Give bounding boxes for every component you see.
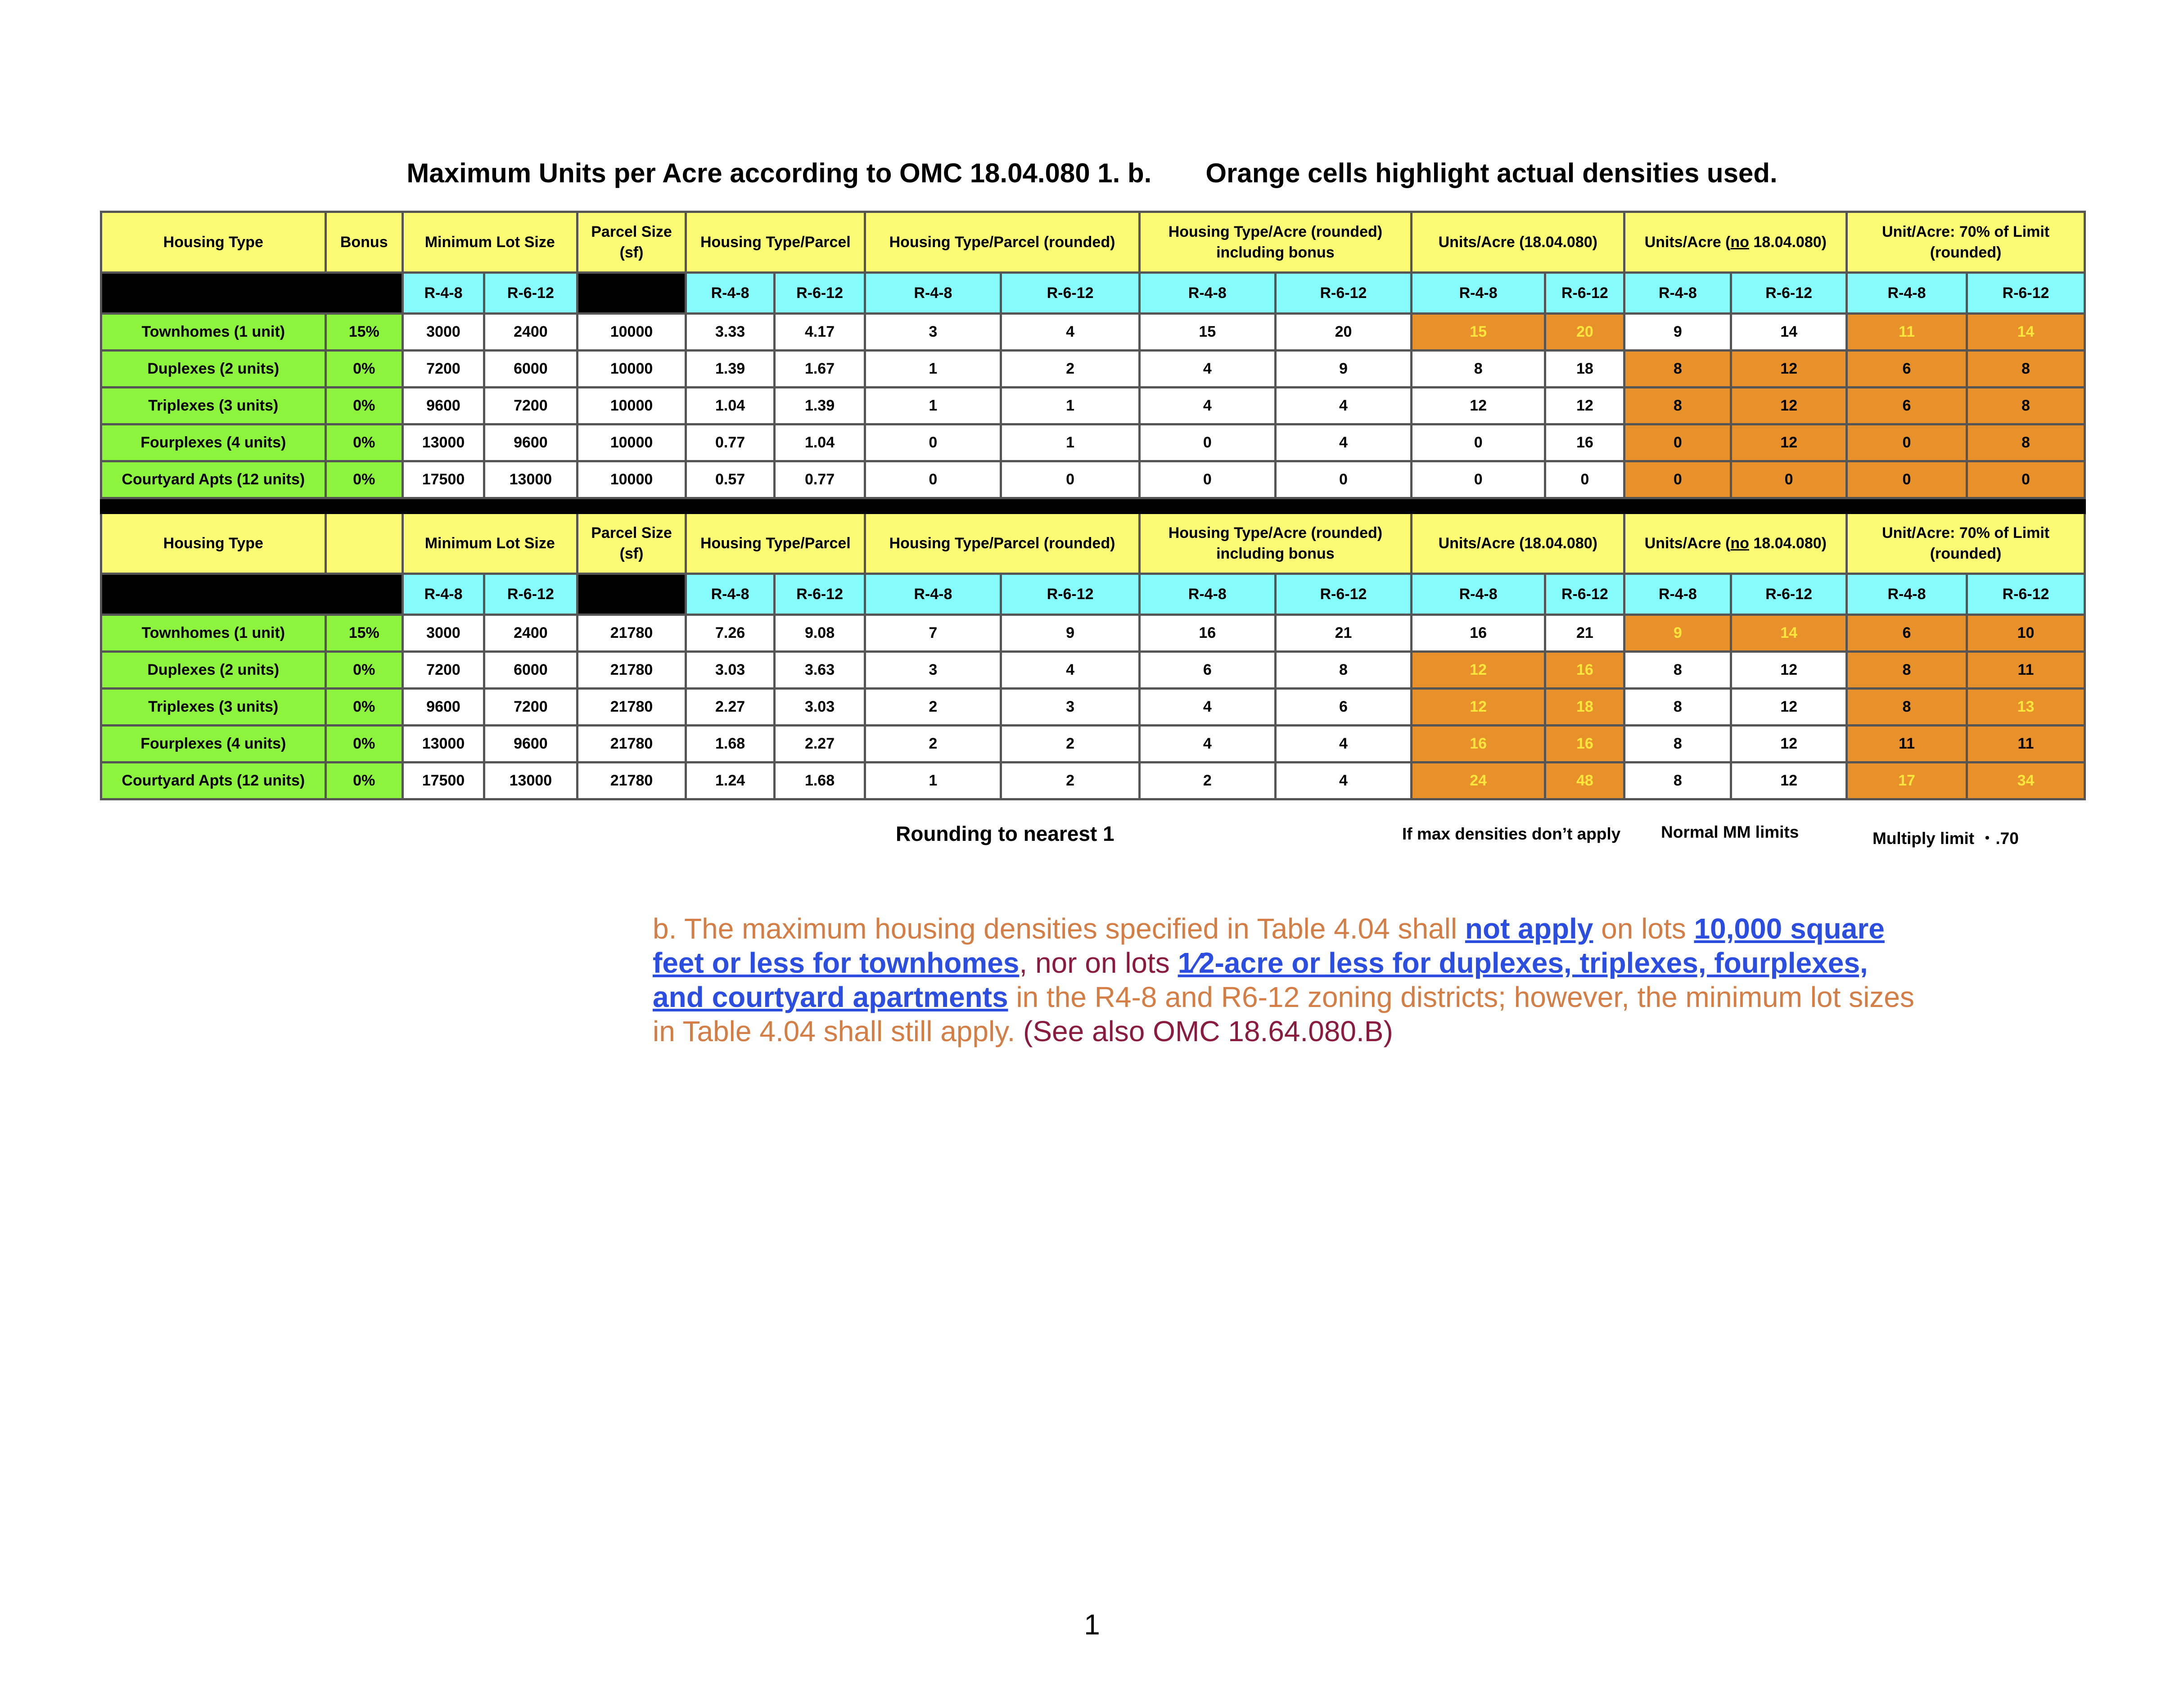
- un-cell: 0: [1624, 424, 1731, 461]
- tar-cell: 4: [1275, 424, 1411, 461]
- zone-r612: R-6-12: [484, 574, 577, 615]
- tar-cell: 16: [1139, 615, 1275, 652]
- un-cell: 12: [1731, 652, 1847, 689]
- ua-cell: 21: [1545, 615, 1624, 652]
- tpr-cell: 4: [1001, 652, 1139, 689]
- table-row: [101, 652, 2085, 689]
- housing-type-cell: Townhomes (1 unit): [101, 314, 326, 351]
- table-row: [101, 615, 2085, 652]
- ua-cell: 16: [1412, 615, 1545, 652]
- separator-cell: [1624, 498, 1731, 513]
- zone-r612: R-6-12: [1967, 574, 2085, 615]
- table-row: [101, 763, 2085, 799]
- tpr-cell: 9: [1001, 615, 1139, 652]
- header-type-parcel: Housing Type/Parcel: [686, 212, 865, 273]
- header-type-parcel: Housing Type/Parcel: [686, 513, 865, 574]
- para-link-half-acre: 1⁄2-acre or less for duplexes, triplexes, fourplexes, and courtyard apartments: [653, 947, 1868, 1013]
- bonus-cell: 15%: [325, 615, 402, 652]
- zone-r612: R-6-12: [774, 574, 865, 615]
- separator-cell: [1139, 498, 1275, 513]
- tp-cell: 3.63: [774, 652, 865, 689]
- header-units-acre-no-pre: Units/Acre (: [1644, 535, 1731, 552]
- tp-cell: 0.77: [774, 461, 865, 498]
- un-cell: 9: [1624, 615, 1731, 652]
- housing-type-cell: Fourplexes (4 units): [101, 424, 326, 461]
- lot-cell: 2400: [484, 615, 577, 652]
- parcel-cell: 10000: [577, 351, 686, 388]
- lot-cell: 9600: [484, 424, 577, 461]
- ua-cell: 16: [1545, 726, 1624, 763]
- parcel-cell: 21780: [577, 652, 686, 689]
- ua-cell: 0: [1545, 461, 1624, 498]
- housing-type-cell: Fourplexes (4 units): [101, 726, 326, 763]
- lot-cell: 6000: [484, 351, 577, 388]
- tar-cell: 4: [1139, 726, 1275, 763]
- tpr-cell: 3: [1001, 689, 1139, 726]
- tp-cell: 9.08: [774, 615, 865, 652]
- zone-r48: R-4-8: [1624, 273, 1731, 314]
- un-cell: 12: [1731, 388, 1847, 424]
- tpr-cell: 1: [1001, 424, 1139, 461]
- u70-cell: 0: [1847, 461, 1967, 498]
- ua-cell: 48: [1545, 763, 1624, 799]
- ua-cell: 18: [1545, 689, 1624, 726]
- separator-cell: [1967, 498, 2085, 513]
- title-left: Maximum Units per Acre according to OMC 18.04.080 1. b.: [406, 158, 1152, 188]
- un-cell: 12: [1731, 424, 1847, 461]
- header-units-acre-no-post: 18.04.080): [1749, 535, 1827, 552]
- tpr-cell: 3: [865, 314, 1001, 351]
- u70-cell: 8: [1847, 652, 1967, 689]
- tp-cell: 3.03: [686, 652, 774, 689]
- lot-cell: 17500: [402, 461, 484, 498]
- tp-cell: 3.33: [686, 314, 774, 351]
- header-parcel-size: Parcel Size (sf): [577, 513, 686, 574]
- u70-cell: 14: [1967, 314, 2085, 351]
- header-bonus: [325, 513, 402, 574]
- ua-cell: 12: [1412, 689, 1545, 726]
- u70-cell: 0: [1847, 424, 1967, 461]
- un-cell: 12: [1731, 726, 1847, 763]
- un-cell: 8: [1624, 351, 1731, 388]
- tpr-cell: 0: [1001, 461, 1139, 498]
- u70-cell: 8: [1967, 388, 2085, 424]
- tpr-cell: 1: [865, 351, 1001, 388]
- table-row: [101, 388, 2085, 424]
- header-units-acre-no: [1624, 212, 1847, 273]
- tpr-cell: 2: [1001, 351, 1139, 388]
- tar-cell: 6: [1139, 652, 1275, 689]
- tar-cell: 4: [1275, 763, 1411, 799]
- un-cell: 14: [1731, 615, 1847, 652]
- blank-cell: [577, 574, 686, 615]
- tpr-cell: 1: [1001, 388, 1139, 424]
- separator-cell: [774, 498, 865, 513]
- zone-r48: R-4-8: [1847, 574, 1967, 615]
- zone-r48: R-4-8: [1624, 574, 1731, 615]
- tpr-cell: 2: [1001, 726, 1139, 763]
- tar-cell: 8: [1275, 652, 1411, 689]
- lot-cell: 7200: [484, 388, 577, 424]
- lot-cell: 9600: [402, 388, 484, 424]
- u70-cell: 6: [1847, 388, 1967, 424]
- header-units-acre-no-pre: Units/Acre (: [1644, 234, 1731, 251]
- zone-r48: R-4-8: [1412, 273, 1545, 314]
- tar-cell: 0: [1139, 424, 1275, 461]
- un-cell: 9: [1624, 314, 1731, 351]
- u70-cell: 11: [1847, 726, 1967, 763]
- zone-r48: R-4-8: [1139, 574, 1275, 615]
- page-number: 1: [1084, 1608, 1100, 1641]
- tp-cell: 3.03: [774, 689, 865, 726]
- lot-cell: 9600: [484, 726, 577, 763]
- tar-cell: 2: [1139, 763, 1275, 799]
- lot-cell: 6000: [484, 652, 577, 689]
- zone-r612: R-6-12: [1275, 273, 1411, 314]
- housing-type-cell: Townhomes (1 unit): [101, 615, 326, 652]
- lot-cell: 7200: [484, 689, 577, 726]
- header-type-parcel-rounded: Housing Type/Parcel (rounded): [865, 513, 1139, 574]
- u70-cell: 11: [1967, 652, 2085, 689]
- table-row: [101, 424, 2085, 461]
- para-see-also: (See also OMC 18.64.080.B): [1023, 1015, 1393, 1047]
- table-row: [101, 314, 2085, 351]
- bonus-cell: 15%: [325, 314, 402, 351]
- zone-r612: R-6-12: [1001, 574, 1139, 615]
- u70-cell: 6: [1847, 615, 1967, 652]
- header-units-acre-no-word: no: [1730, 234, 1749, 251]
- table-header-row: [101, 212, 2085, 273]
- lot-cell: 13000: [402, 424, 484, 461]
- tp-cell: 1.39: [774, 388, 865, 424]
- tpr-cell: 4: [1001, 314, 1139, 351]
- un-cell: 0: [1624, 461, 1731, 498]
- header-type-acre-rounded: Housing Type/Acre (rounded) including bonus: [1139, 513, 1411, 574]
- bonus-cell: 0%: [325, 388, 402, 424]
- parcel-cell: 21780: [577, 763, 686, 799]
- ua-cell: 15: [1412, 314, 1545, 351]
- u70-cell: 34: [1967, 763, 2085, 799]
- tar-cell: 9: [1275, 351, 1411, 388]
- blank-cell: [101, 574, 403, 615]
- un-cell: 12: [1731, 689, 1847, 726]
- separator-cell: [1847, 498, 1967, 513]
- lot-cell: 7200: [402, 652, 484, 689]
- rounding-note: Rounding to nearest 1: [896, 822, 1115, 845]
- zone-r48: R-4-8: [865, 574, 1001, 615]
- tar-cell: 4: [1139, 388, 1275, 424]
- separator-cell: [686, 498, 774, 513]
- header-units-acre: Units/Acre (18.04.080): [1412, 212, 1624, 273]
- lot-cell: 9600: [402, 689, 484, 726]
- header-min-lot: Minimum Lot Size: [402, 212, 577, 273]
- zone-r612: R-6-12: [1545, 273, 1624, 314]
- tp-cell: 0.77: [686, 424, 774, 461]
- separator-row: [101, 498, 2085, 513]
- header-units-acre-no: [1624, 513, 1847, 574]
- parcel-cell: 21780: [577, 726, 686, 763]
- zone-r612: R-6-12: [484, 273, 577, 314]
- page-title: [0, 158, 2184, 189]
- housing-type-cell: Triplexes (3 units): [101, 388, 326, 424]
- separator-cell: [1001, 498, 1139, 513]
- tpr-cell: 1: [865, 388, 1001, 424]
- tp-cell: 2.27: [686, 689, 774, 726]
- ordinance-paragraph: [653, 912, 1922, 1048]
- u70-cell: 0: [1967, 461, 2085, 498]
- zone-r48: R-4-8: [402, 574, 484, 615]
- ua-cell: 12: [1412, 652, 1545, 689]
- zone-r48: R-4-8: [1847, 273, 1967, 314]
- parcel-cell: 10000: [577, 424, 686, 461]
- table-row: [101, 461, 2085, 498]
- lot-cell: 13000: [484, 763, 577, 799]
- separator-cell: [577, 498, 686, 513]
- table-row: [101, 351, 2085, 388]
- tar-cell: 6: [1275, 689, 1411, 726]
- ua-cell: 0: [1412, 461, 1545, 498]
- un-cell: 12: [1731, 763, 1847, 799]
- lot-cell: 2400: [484, 314, 577, 351]
- bonus-cell: 0%: [325, 763, 402, 799]
- density-table: [100, 211, 2086, 800]
- tpr-cell: 2: [1001, 763, 1139, 799]
- tpr-cell: 7: [865, 615, 1001, 652]
- separator-cell: [1731, 498, 1847, 513]
- tpr-cell: 2: [865, 689, 1001, 726]
- u70-cell: 8: [1967, 424, 2085, 461]
- normal-mm-note: Normal MM limits: [1661, 823, 1799, 841]
- ua-cell: 24: [1412, 763, 1545, 799]
- tpr-cell: 0: [865, 424, 1001, 461]
- zone-r48: R-4-8: [1412, 574, 1545, 615]
- tp-cell: 0.57: [686, 461, 774, 498]
- u70-cell: 10: [1967, 615, 2085, 652]
- header-unit-acre-70: Unit/Acre: 70% of Limit (rounded): [1847, 212, 2085, 273]
- tar-cell: 20: [1275, 314, 1411, 351]
- tp-cell: 7.26: [686, 615, 774, 652]
- lot-cell: 3000: [402, 615, 484, 652]
- parcel-cell: 21780: [577, 615, 686, 652]
- zone-r48: R-4-8: [402, 273, 484, 314]
- u70-cell: 11: [1847, 314, 1967, 351]
- ua-cell: 16: [1545, 652, 1624, 689]
- para-text-4: in the R4-8 and R6-12 zoning districts; however, the minimum lot sizes in Table 4.04 shall still apply.: [653, 981, 1914, 1047]
- un-cell: 8: [1624, 652, 1731, 689]
- para-text-2: on lots: [1593, 912, 1694, 945]
- tar-cell: 0: [1139, 461, 1275, 498]
- housing-type-cell: Triplexes (3 units): [101, 689, 326, 726]
- parcel-cell: 10000: [577, 388, 686, 424]
- tpr-cell: 0: [865, 461, 1001, 498]
- un-cell: 8: [1624, 763, 1731, 799]
- separator-cell: [1545, 498, 1624, 513]
- tar-cell: 4: [1275, 388, 1411, 424]
- ua-cell: 18: [1545, 351, 1624, 388]
- un-cell: 12: [1731, 351, 1847, 388]
- tar-cell: 21: [1275, 615, 1411, 652]
- tp-cell: 1.24: [686, 763, 774, 799]
- housing-type-cell: Duplexes (2 units): [101, 351, 326, 388]
- para-text-3: , nor on lots: [1019, 947, 1178, 979]
- un-cell: 8: [1624, 726, 1731, 763]
- ua-cell: 8: [1412, 351, 1545, 388]
- separator-cell: [325, 498, 402, 513]
- u70-cell: 13: [1967, 689, 2085, 726]
- header-type-acre-rounded: Housing Type/Acre (rounded) including bonus: [1139, 212, 1411, 273]
- zone-r48: R-4-8: [686, 574, 774, 615]
- separator-cell: [484, 498, 577, 513]
- tp-cell: 4.17: [774, 314, 865, 351]
- zone-r612: R-6-12: [774, 273, 865, 314]
- header-housing-type: Housing Type: [101, 212, 326, 273]
- tar-cell: 4: [1139, 351, 1275, 388]
- tp-cell: 1.68: [686, 726, 774, 763]
- blank-cell: [577, 273, 686, 314]
- tp-cell: 1.67: [774, 351, 865, 388]
- zone-r612: R-6-12: [1001, 273, 1139, 314]
- header-min-lot: Minimum Lot Size: [402, 513, 577, 574]
- ua-cell: 0: [1412, 424, 1545, 461]
- ua-cell: 20: [1545, 314, 1624, 351]
- table-row: [101, 726, 2085, 763]
- para-link-not-apply: not apply: [1465, 912, 1593, 945]
- ua-cell: 16: [1412, 726, 1545, 763]
- housing-type-cell: Courtyard Apts (12 units): [101, 763, 326, 799]
- ua-cell: 12: [1412, 388, 1545, 424]
- zone-r612: R-6-12: [1731, 574, 1847, 615]
- un-cell: 14: [1731, 314, 1847, 351]
- zone-subheader-row: [101, 574, 2085, 615]
- tar-cell: 0: [1275, 461, 1411, 498]
- un-cell: 8: [1624, 689, 1731, 726]
- tp-cell: 1.68: [774, 763, 865, 799]
- parcel-cell: 10000: [577, 461, 686, 498]
- parcel-cell: 10000: [577, 314, 686, 351]
- table-row: [101, 689, 2085, 726]
- header-unit-acre-70: Unit/Acre: 70% of Limit (rounded): [1847, 513, 2085, 574]
- tpr-cell: 1: [865, 763, 1001, 799]
- tpr-cell: 3: [865, 652, 1001, 689]
- u70-cell: 6: [1847, 351, 1967, 388]
- header-housing-type: Housing Type: [101, 513, 326, 574]
- ua-cell: 12: [1545, 388, 1624, 424]
- title-right: Orange cells highlight actual densities used.: [1205, 158, 1778, 188]
- tar-cell: 4: [1275, 726, 1411, 763]
- bonus-cell: 0%: [325, 726, 402, 763]
- tpr-cell: 2: [865, 726, 1001, 763]
- zone-subheader-row: [101, 273, 2085, 314]
- tar-cell: 15: [1139, 314, 1275, 351]
- tp-cell: 1.39: [686, 351, 774, 388]
- bonus-cell: 0%: [325, 351, 402, 388]
- para-text-1: b. The maximum housing densities specified in Table 4.04 shall: [653, 912, 1465, 945]
- un-cell: 0: [1731, 461, 1847, 498]
- zone-r48: R-4-8: [686, 273, 774, 314]
- header-units-acre-no-post: 18.04.080): [1749, 234, 1827, 251]
- blank-cell: [101, 273, 403, 314]
- ua-cell: 16: [1545, 424, 1624, 461]
- table-header-row: [101, 513, 2085, 574]
- bonus-cell: 0%: [325, 461, 402, 498]
- header-bonus: Bonus: [325, 212, 402, 273]
- housing-type-cell: Duplexes (2 units): [101, 652, 326, 689]
- zone-r48: R-4-8: [1139, 273, 1275, 314]
- u70-cell: 8: [1967, 351, 2085, 388]
- separator-cell: [101, 498, 326, 513]
- u70-cell: 8: [1847, 689, 1967, 726]
- bonus-cell: 0%: [325, 689, 402, 726]
- tar-cell: 4: [1139, 689, 1275, 726]
- lot-cell: 3000: [402, 314, 484, 351]
- u70-cell: 17: [1847, 763, 1967, 799]
- if-max-note: If max densities don’t apply: [1402, 825, 1621, 843]
- tp-cell: 1.04: [686, 388, 774, 424]
- housing-type-cell: Courtyard Apts (12 units): [101, 461, 326, 498]
- u70-cell: 11: [1967, 726, 2085, 763]
- zone-r612: R-6-12: [1275, 574, 1411, 615]
- tp-cell: 2.27: [774, 726, 865, 763]
- separator-cell: [1275, 498, 1411, 513]
- lot-cell: 7200: [402, 351, 484, 388]
- header-type-parcel-rounded: Housing Type/Parcel (rounded): [865, 212, 1139, 273]
- zone-r48: R-4-8: [865, 273, 1001, 314]
- lot-cell: 13000: [484, 461, 577, 498]
- multiply-note: Multiply limit ・.70: [1873, 829, 2019, 848]
- tp-cell: 1.04: [774, 424, 865, 461]
- separator-cell: [865, 498, 1001, 513]
- separator-cell: [1412, 498, 1545, 513]
- parcel-cell: 21780: [577, 689, 686, 726]
- lot-cell: 13000: [402, 726, 484, 763]
- lot-cell: 17500: [402, 763, 484, 799]
- bonus-cell: 0%: [325, 424, 402, 461]
- un-cell: 8: [1624, 388, 1731, 424]
- zone-r612: R-6-12: [1545, 574, 1624, 615]
- para-link-townhomes: 10,000 square feet or less for townhomes: [653, 912, 1885, 979]
- bonus-cell: 0%: [325, 652, 402, 689]
- header-parcel-size: Parcel Size (sf): [577, 212, 686, 273]
- header-units-acre: Units/Acre (18.04.080): [1412, 513, 1624, 574]
- header-units-acre-no-word: no: [1730, 535, 1749, 552]
- zone-r612: R-6-12: [1731, 273, 1847, 314]
- zone-r612: R-6-12: [1967, 273, 2085, 314]
- separator-cell: [402, 498, 484, 513]
